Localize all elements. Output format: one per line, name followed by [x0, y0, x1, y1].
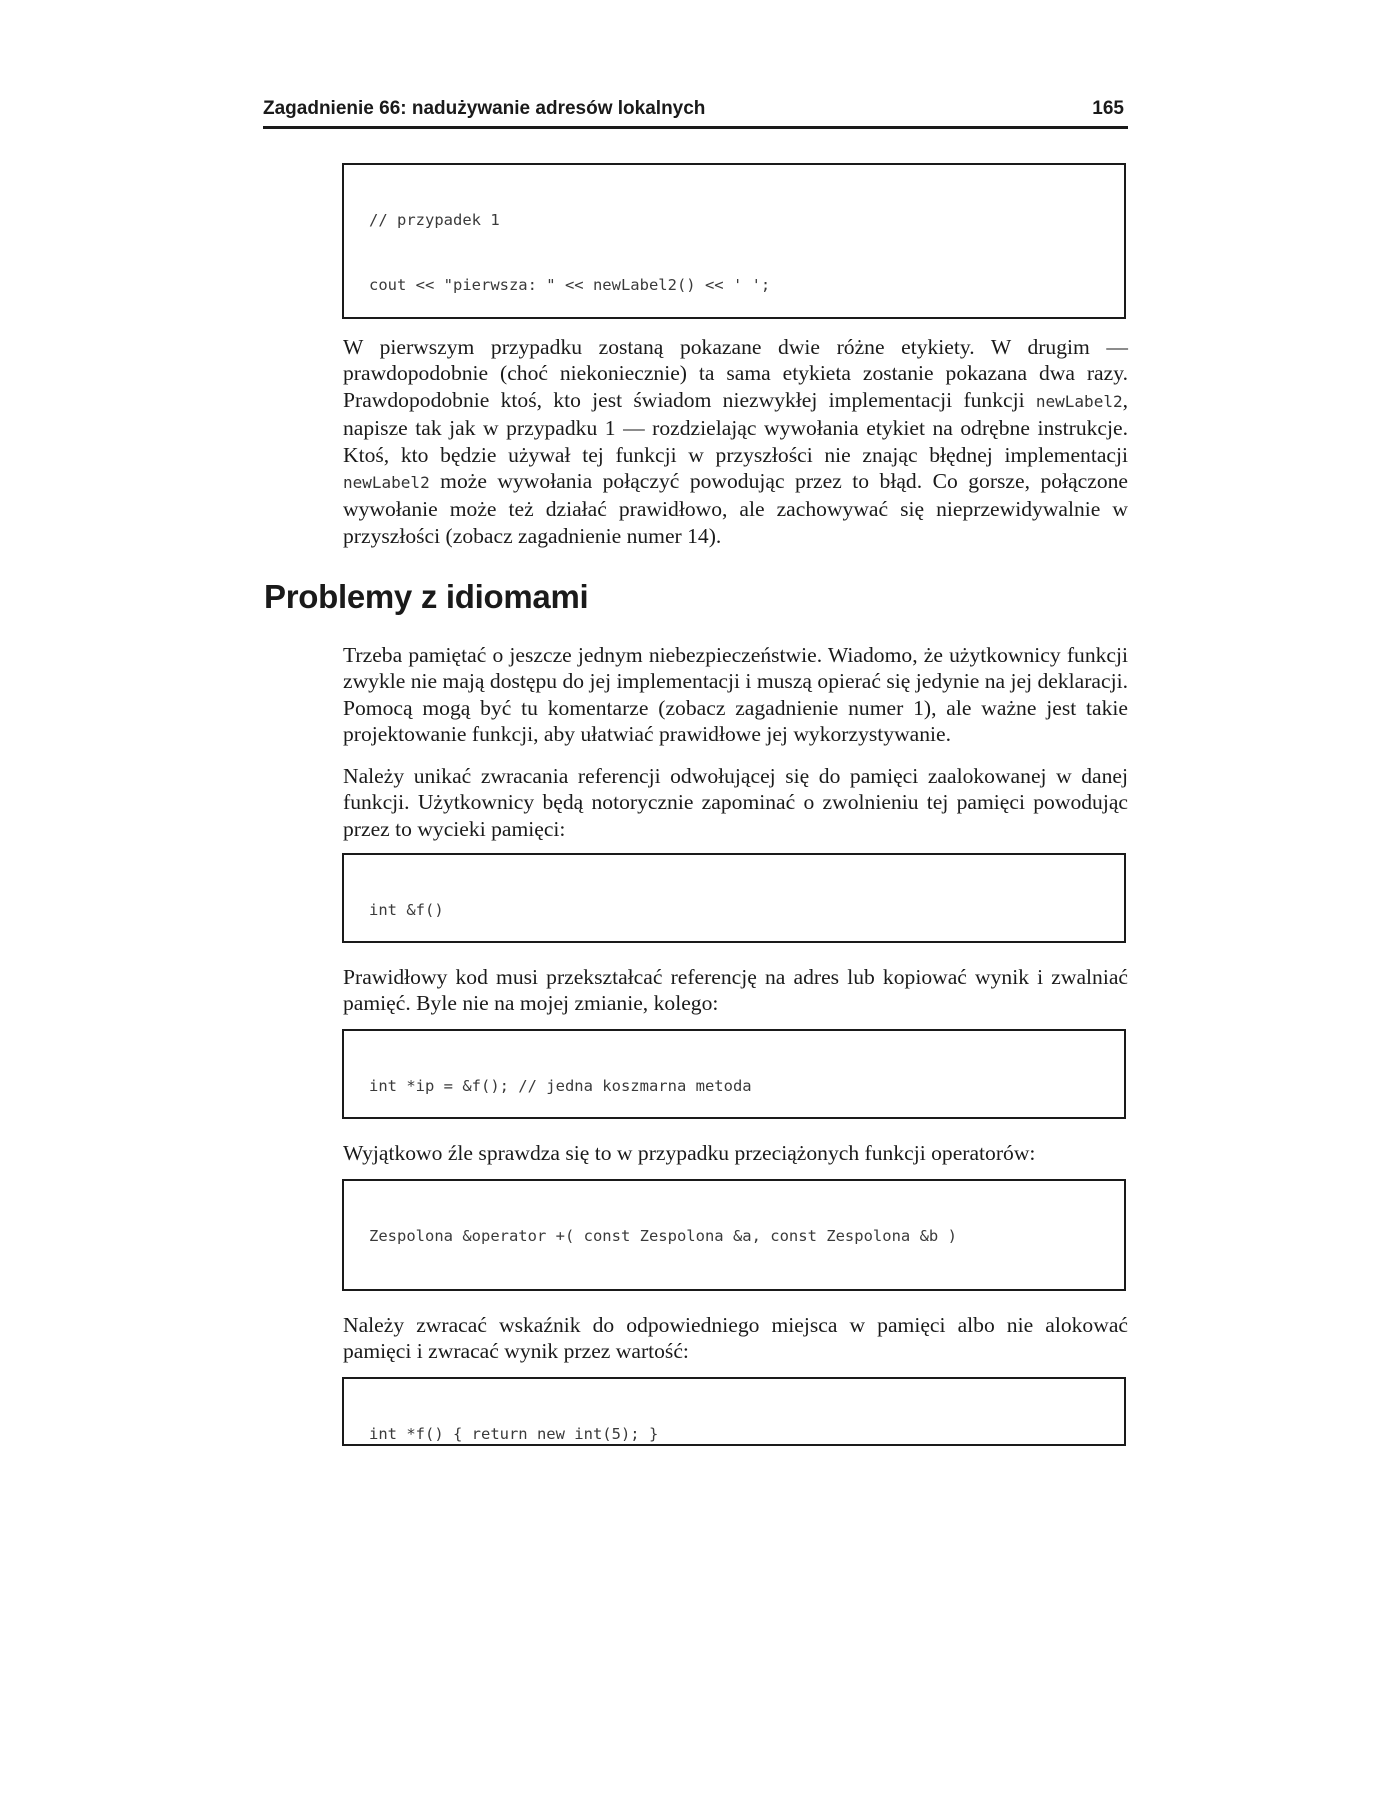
code-line: int &f() [369, 901, 444, 919]
code-block-2 [342, 853, 1126, 943]
paragraph-text: może wywołania połączyć powodując przez to błąd. Co gorsze, połączone wywołanie może też działać prawidłowo, ale zachowywać się nieprzewidywalnie w przyszłości (zobacz zagadnienie numer 14). [343, 469, 1128, 548]
code-block-4 [342, 1179, 1126, 1291]
code-block-5 [342, 1377, 1126, 1446]
inline-code: newLabel2 [1035, 391, 1123, 411]
code-line: int *f() { return new int(5); } [369, 1425, 659, 1443]
section-heading: Problemy z idiomami [264, 578, 589, 615]
code-block-1 [342, 163, 1126, 319]
running-header [263, 96, 1128, 129]
code-line: // przypadek 1 [369, 211, 500, 229]
code-line [369, 1291, 1124, 1292]
paragraph-return-pointer: Należy zwracać wskaźnik do odpowiedniego miejsca w pamięci albo nie alokować pamięci i zwracać wynik przez wartość: [343, 1313, 1128, 1364]
paragraph-operators: Wyjątkowo źle sprawdza się to w przypadku przeciążonych funkcji operatorów: [343, 1141, 1036, 1165]
paragraph-text: W pierwszym przypadku zostaną pokazane dwie różne etykiety. W drugim — prawdopodobnie (choć niekoniecznie) ta sama etykieta zostanie pokazana dwa razy. Prawdopodobnie ktoś, kto jest świadom niezwykłej implementacji funkcji [343, 335, 1128, 412]
inline-code: newLabel2 [343, 473, 430, 493]
page-number: 165 [1092, 98, 1124, 119]
paragraph-correct-code: Prawidłowy kod musi przekształcać referencję na adres lub kopiować wynik i zwalniać pamięć. Byle nie na mojej zmianie, kolego: [343, 965, 1128, 1016]
code-line: cout << "pierwsza: " << newLabel2() << ' '; [369, 275, 771, 294]
paragraph-text: , napisze tak jak w przypadku 1 — rozdzielając wywołania etykiet na odrębne instrukcje. Ktoś, kto będzie używał tej funkcji w przyszłości nie znając błędnej implementacji [343, 387, 1128, 467]
code-line: int *ip = &f(); // jedna koszmarna metoda [369, 1077, 752, 1095]
code-line: Zespolona &operator +( const Zespolona &a, const Zespolona &b ) [369, 1227, 957, 1245]
paragraph-idioms-intro: Trzeba pamiętać o jeszcze jednym niebezpieczeństwie. Wiadomo, że użytkownicy funkcji zwykle nie mają dostępu do jej implementacji i muszą opierać się jedynie na jej deklaracji. Pomocą mogą być tu komentarze (zobacz zagadnienie numer 1), ale ważne jest takie projektowanie funkcji, aby ułatwiać prawidłowe jej wykorzystywanie. [343, 643, 1128, 747]
chapter-title: Zagadnienie 66: nadużywanie adresów lokalnych [263, 98, 706, 119]
paragraph-memory-leak: Należy unikać zwracania referencji odwołującej się do pamięci zaalokowanej w danej funkcji. Użytkownicy będą notorycznie zapominać o zwolnieniu tej pamięci powodując przez to wycieki pamięci: [343, 764, 1128, 841]
code-block-3 [342, 1029, 1126, 1119]
paragraph-label-explanation [343, 334, 1128, 549]
